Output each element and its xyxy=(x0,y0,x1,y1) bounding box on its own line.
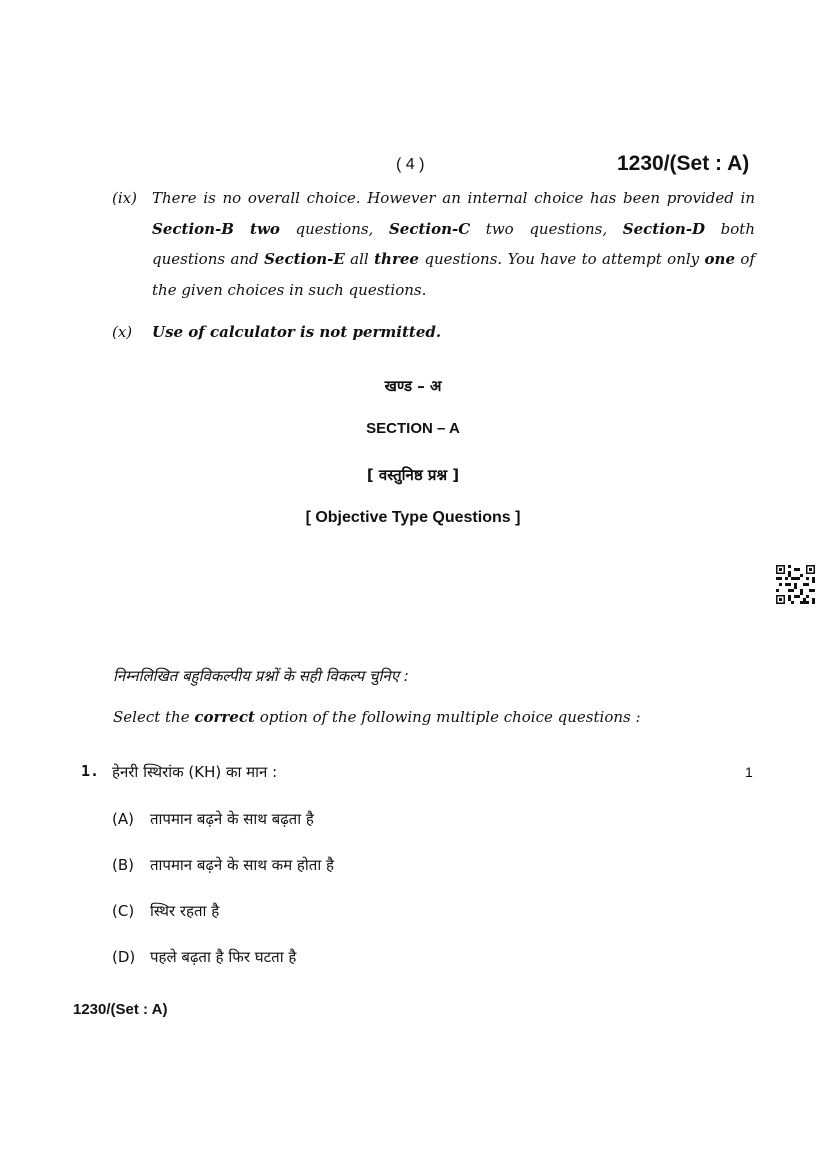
option-text: स्थिर रहता है xyxy=(150,902,220,920)
question-text: हेनरी स्थिरांक (KH) का मान : xyxy=(112,763,278,781)
option-b xyxy=(112,855,334,875)
question-number: 1. xyxy=(81,762,100,780)
question-type: [ Objective Type Questions ] xyxy=(305,509,521,526)
instruction-ix xyxy=(112,183,755,305)
qr-code-icon xyxy=(776,565,815,604)
option-label: (C) xyxy=(112,902,135,920)
section-title-hindi: खण्ड – अ xyxy=(384,377,442,395)
option-label: (B) xyxy=(112,856,134,874)
question-type-hindi: [ वस्तुनिष्ठ प्रश्न ] xyxy=(366,466,460,484)
instruction-number: (x) xyxy=(112,323,133,341)
option-label: (A) xyxy=(112,810,134,828)
instruction-text: There is no overall choice. However an internal choice has been provided in Section-B two questions, Section-C two questions, Section-D both questions and Section-E all three questions. You have to attempt only one of the given choices in such questions. xyxy=(152,189,755,299)
option-d xyxy=(112,947,296,967)
instruction-text: Use of calculator is not permitted. xyxy=(152,323,442,341)
instruction-x xyxy=(112,317,755,348)
set-code-footer: 1230/(Set : A) xyxy=(73,1001,168,1018)
option-a xyxy=(112,809,314,829)
page-number: ( 4 ) xyxy=(396,156,425,173)
option-c xyxy=(112,901,219,921)
question-marks: 1 xyxy=(745,764,753,780)
option-text: तापमान बढ़ने के साथ कम होता है xyxy=(150,856,334,874)
instruction-number: (ix) xyxy=(112,189,137,207)
directions-hindi: निम्नलिखित बहुविकल्पीय प्रश्नों के सही विकल्प चुनिए : xyxy=(113,667,409,685)
directions-english: Select the correct option of the following multiple choice questions : xyxy=(113,708,641,726)
set-code-header: 1230/(Set : A) xyxy=(617,152,750,175)
option-label: (D) xyxy=(112,948,136,966)
option-text: पहले बढ़ता है फिर घटता है xyxy=(150,948,297,966)
option-text: तापमान बढ़ने के साथ बढ़ता है xyxy=(150,810,314,828)
section-title: SECTION – A xyxy=(366,420,460,437)
